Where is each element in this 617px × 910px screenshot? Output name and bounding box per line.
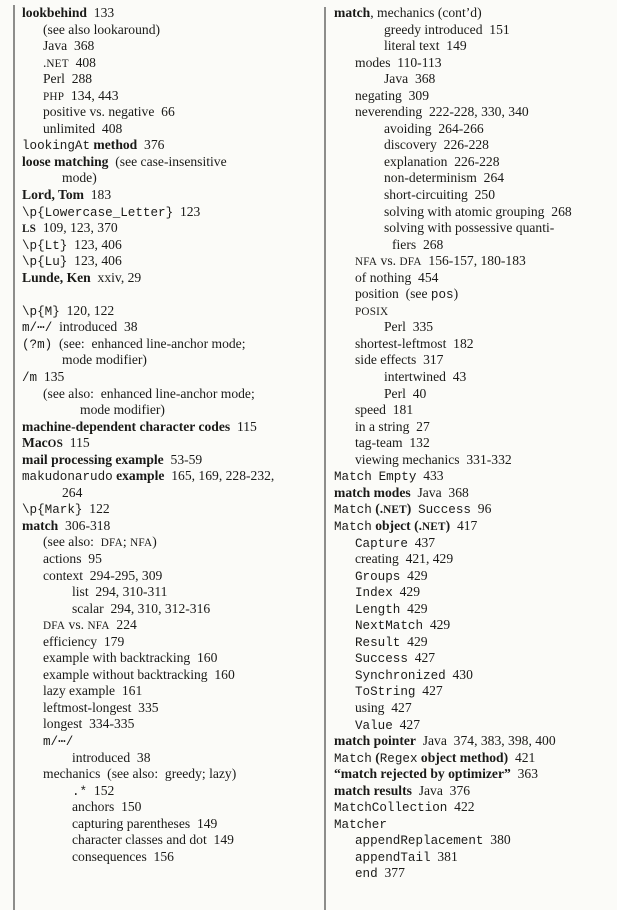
entry-text: mode modifier) [80,402,165,418]
entry-text: Java 368 [43,38,95,54]
index-entry-line [334,154,615,171]
entry-text: ( [371,749,380,765]
entry-text: match modes [334,484,411,500]
entry-text: ; [122,534,131,550]
entry-text: explanation 226-228 [384,153,500,169]
entry-text: match pointer [334,733,416,749]
entry-text: list 294, 310-311 [72,584,168,600]
index-entry-line [334,468,615,485]
index-entry-line [334,369,615,386]
index-entry-line [22,799,320,816]
entry-text: 115 [230,418,257,434]
index-entry-line [22,319,320,336]
index-entry-line [22,22,320,39]
index-entry-line [22,170,320,187]
code-text: \p{Lu} [22,255,68,270]
entry-text: Java 368 [410,484,469,500]
index-entry-line [334,187,615,204]
entry-text: of nothing 454 [355,269,439,285]
index-entry-line [334,667,615,684]
code-text: appendTail [355,850,431,865]
entry-text: actions 95 [43,551,102,566]
entry-text: shortest-leftmost 182 [355,335,474,351]
index-entry-line [334,799,615,816]
entry-text: (see also: enhanced line-anchor mode; [43,385,255,401]
entry-text: . [43,54,47,70]
index-entry-line [22,336,320,353]
index-entry-line [22,5,320,22]
entry-text: vs. [65,617,88,633]
code-text: Success [355,652,408,667]
middle-column-rule [324,7,326,910]
entry-text: introduced 38 [52,319,138,335]
index-entry-line [22,733,320,750]
index-column-left [22,5,320,865]
index-entry-line [22,485,320,502]
index-entry-line [334,137,615,154]
index-entry-line [334,303,615,320]
entry-text: 427 [415,683,443,699]
index-entry-line [334,717,615,734]
entry-text: introduced 38 [72,749,151,765]
index-entry-line [334,650,615,667]
index-entry-line [22,402,320,419]
entry-text: using 427 [355,699,412,715]
entry-text: mechanics (see also: greedy; lazy) [43,766,237,782]
index-entry-line [334,849,615,866]
index-entry-line [334,634,615,651]
index-entry-line [22,204,320,221]
index-entry-line [22,303,320,320]
entry-text: ) [406,501,412,517]
entry-text: speed 181 [355,402,414,418]
code-text: .* [72,784,88,799]
entry-text: 421 [508,749,536,765]
index-entry-line [22,501,320,518]
code-text: ToString [355,685,416,700]
code-text: Synchronized [355,668,446,683]
entry-text: leftmost-longest 335 [43,699,159,715]
entry-text: NET [383,504,407,517]
entry-text: 183 [83,187,112,203]
entry-text: scalar 294, 310, 312-316 [72,600,211,616]
entry-text: 380 [483,832,511,848]
index-entry-line [22,750,320,767]
entry-text: avoiding 264-266 [384,120,484,136]
index-entry-line [22,468,320,485]
entry-text: Perl 335 [384,319,434,335]
entry-text: example [112,468,165,484]
index-entry-line [334,402,615,419]
index-entry-line [334,121,615,138]
entry-text: 429 [400,633,428,649]
entry-text: 165, 169, 228-232, [164,468,275,484]
index-entry-line [334,88,615,105]
entry-text: 437 [407,534,436,550]
entry-text: 152 [87,782,115,798]
index-entry-line [334,419,615,436]
index-entry-line [22,601,320,618]
entry-text: 224 [109,617,137,633]
entry-text: OS [47,438,63,451]
index-entry-line [22,253,320,270]
index-entry-line [22,55,320,72]
entry-text: fiers 268 [392,236,444,252]
index-entry-line [334,617,615,634]
index-entry-line [334,535,615,552]
entry-text: solving with possessive quanti- [384,220,555,236]
index-entry-line [334,237,615,254]
entry-text: 417 [450,517,478,533]
entry-text: 53-59 [163,451,203,467]
index-entry-line [22,220,320,237]
index-entry-line [334,435,615,452]
entry-text: 135 [37,368,65,384]
index-entry-line [22,650,320,667]
code-text: Capture [355,536,408,551]
index-entry-line [22,783,320,800]
index-entry-line [22,551,320,568]
index-entry-line [22,419,320,436]
entry-text: lazy example 161 [43,683,143,699]
index-entry-line [22,534,320,551]
index-entry-line [334,22,615,39]
index-entry-line [22,369,320,386]
entry-text: creating 421, 429 [355,551,454,567]
entry-text: mode modifier) [62,352,147,368]
code-text: Match [334,470,372,485]
code-text: Match [334,519,372,534]
index-column-right [334,5,615,882]
index-entry-line [334,832,615,849]
entry-text: 429 [400,600,428,616]
entry-text: Perl 40 [384,385,427,401]
code-text: Length [355,602,401,617]
entry-text: 377 [377,865,405,881]
index-entry-line [22,435,320,452]
entry-text: 422 [447,799,475,815]
entry-text: context 294-295, 309 [43,567,163,583]
code-text: Result [355,635,401,650]
index-entry-line [334,270,615,287]
index-entry-line [22,104,320,121]
entry-text: 122 [82,501,110,517]
entry-text: unlimited 408 [43,120,123,136]
entry-text: 120, 122 [59,302,115,318]
code-text: Regex [379,751,418,766]
entry-text: ) [152,534,157,550]
entry-text: 306-318 [58,517,111,533]
entry-text: POSIX [355,305,389,318]
index-entry-line [22,88,320,105]
entry-text: ) [445,517,451,533]
entry-text: anchors 150 [72,799,142,815]
entry-text: object (. [371,517,422,533]
code-text: \p{Mark} [22,503,83,518]
index-entry-line [334,71,615,88]
entry-text [372,468,379,483]
entry-text: method [90,137,138,153]
index-entry-line [22,270,320,287]
index-entry-line [334,352,615,369]
entry-text: mail processing example [22,451,164,467]
index-entry-line [22,816,320,833]
entry-text: 96 [470,501,492,517]
entry-text: NET [422,520,446,533]
code-text: /m [22,370,38,385]
entry-text: position (see [355,286,431,302]
index-entry-line [22,766,320,783]
entry-text: DFA [43,620,66,633]
index-entry-line [22,584,320,601]
index-entry-line [22,700,320,717]
index-entry-line [334,551,615,568]
index-entry-line [334,170,615,187]
code-text: m/⋯/ [22,321,53,336]
index-entry-line [334,750,615,767]
index-entry-line [334,700,615,717]
entry-text: 429 [392,584,420,600]
index-entry-line [22,154,320,171]
entry-text: NFA [87,620,110,633]
index-entry-line [22,667,320,684]
code-text: pos [430,288,454,303]
entry-text: character classes and dot 149 [72,832,234,848]
index-entry-line [334,733,615,750]
entry-text: short-circuiting 250 [384,187,495,203]
entry-text: capturing parentheses 149 [72,815,218,831]
index-entry-line [22,832,320,849]
entry-text: longest 334-335 [43,716,135,732]
code-text: lookingAt [22,139,91,154]
entry-text: 134, 443 [64,87,119,103]
index-entry-line [334,865,615,882]
entry-text: NFA [355,256,378,269]
index-entry-line [334,568,615,585]
index-entry-line [22,716,320,733]
code-text: Value [355,718,393,733]
entry-text: DFA [399,256,422,269]
index-entry-line [334,204,615,221]
index-entry-line [22,683,320,700]
entry-text: 123 [173,203,201,219]
code-text: Groups [355,569,401,584]
code-text: makudonarudo [22,470,113,485]
entry-text: mode) [62,170,97,186]
index-entry-line [22,617,320,634]
index-entry-line [334,319,615,336]
entry-text: 381 [430,848,458,864]
index-entry-line [334,518,615,535]
entry-text: match results [334,782,412,798]
entry-text: vs. [377,253,400,269]
index-entry-line [22,352,320,369]
code-text: Match [334,503,372,518]
index-entry-line [22,518,320,535]
code-text: NextMatch [355,619,424,634]
index-entry-line [22,38,320,55]
entry-text: solving with atomic grouping 268 [384,203,572,219]
entry-text: 427 [392,716,420,732]
code-text: \p{Lowercase_Letter} [22,205,174,220]
entry-text: example with backtracking 160 [43,650,218,666]
index-entry-line [334,386,615,403]
code-text: appendReplacement [355,834,484,849]
entry-text: neverending 222-228, 330, 340 [355,104,529,120]
entry-text: “match rejected by optimizer” [334,766,511,782]
code-text: (?m) [22,337,53,352]
entry-text: Perl 288 [43,71,93,87]
entry-text: 123, 406 [67,236,122,252]
index-entry-line [22,187,320,204]
entry-text: 133 [86,5,115,20]
entry-text: viewing mechanics 331-332 [355,451,512,467]
entry-text: 264 [62,484,83,500]
entry-text: 433 [416,468,444,484]
entry-text: (. [371,501,384,517]
index-entry-line [334,816,615,833]
entry-text: (see also: [43,534,101,550]
entry-text: lookbehind [22,5,87,20]
entry-text: efficiency 179 [43,633,125,649]
index-entry-line [22,634,320,651]
entry-text: PHP [43,90,65,103]
entry-text: non-determinism 264 [384,170,505,186]
entry-text: discovery 226-228 [384,137,489,153]
entry-text: 109, 123, 370 [36,220,118,236]
entry-text: negating 309 [355,87,429,103]
index-entry-line [334,5,615,22]
entry-text: 429 [423,617,451,633]
entry-text: (see case-insensitive [108,153,227,169]
left-column-rule [13,5,15,910]
entry-text: positive vs. negative 66 [43,104,175,120]
index-entry-line [334,336,615,353]
entry-text: 363 [510,766,538,782]
index-entry-line [22,71,320,88]
code-text: Match [334,751,372,766]
index-entry-line [334,485,615,502]
code-text: Empty [378,470,417,485]
index-entry-line [22,452,320,469]
index-entry-line [334,683,615,700]
index-entry-line [334,38,615,55]
entry-text: side effects 317 [355,352,444,368]
entry-text: (see also lookaround) [43,21,161,37]
index-entry-line [22,137,320,154]
entry-text: 430 [445,666,473,682]
index-entry-line [334,783,615,800]
entry-text: loose matching [22,153,109,169]
entry-text: Java 376 [411,782,471,798]
index-entry-line [334,253,615,270]
entry-text: in a string 27 [355,418,430,434]
index-entry-line [334,220,615,237]
entry-text: 115 [63,435,90,451]
entry-text: DFA [100,537,123,550]
entry-text: tag-team 132 [355,435,430,451]
entry-text: Lunde, Ken [22,269,91,285]
entry-text: 123, 406 [67,253,122,269]
entry-text: Lord, Tom [22,187,84,203]
entry-text: greedy introduced 151 [384,21,510,37]
entry-text: 427 [407,650,436,666]
entry-text: 429 [400,567,428,583]
entry-text: 156-157, 180-183 [421,253,526,269]
index-entry-line [22,849,320,866]
index-entry-line [334,452,615,469]
entry-text: intertwined 43 [384,369,467,385]
entry-text: Mac [22,435,48,451]
code-text: m/⋯/ [43,735,74,750]
entry-text: , mechanics (cont’d) [370,5,482,20]
entry-text: ) [453,286,459,302]
code-text: end [355,867,378,882]
index-entry-line [334,501,615,518]
index-entry-line [334,584,615,601]
entry-text: example without backtracking 160 [43,666,235,682]
index-entry-line [334,601,615,618]
entry-text: xxiv, 29 [90,269,142,285]
index-entry-line [22,121,320,138]
code-text: MatchCollection [334,801,448,816]
index-entry-line [334,286,615,303]
entry-text: 376 [137,137,165,153]
code-text: \p{Lt} [22,238,68,253]
entry-text: 408 [68,54,96,70]
entry-text: consequences 156 [72,848,174,864]
entry-text: NFA [130,537,153,550]
code-text: Success [418,503,471,518]
index-entry-line [22,237,320,254]
entry-text: object method) [417,749,509,765]
entry-text: modes 110-113 [355,54,442,70]
index-entry-line [22,568,320,585]
entry-text: Java 368 [384,71,436,87]
code-text: \p{M} [22,304,60,319]
entry-text: (see: enhanced line-anchor mode; [52,335,246,351]
entry-text: NET [46,57,69,70]
code-text: Matcher [334,817,387,832]
entry-text: machine-dependent character codes [22,418,231,434]
index-entry-line [334,55,615,72]
index-entry-line [334,104,615,121]
index-entry-line [334,766,615,783]
entry-text: match [22,517,59,533]
entry-text: match [334,5,371,20]
entry-text: literal text 149 [384,38,467,54]
entry-text: LS [22,223,37,236]
code-text: Index [355,586,393,601]
entry-text: Java 374, 383, 398, 400 [415,733,556,749]
index-entry-line [22,386,320,403]
